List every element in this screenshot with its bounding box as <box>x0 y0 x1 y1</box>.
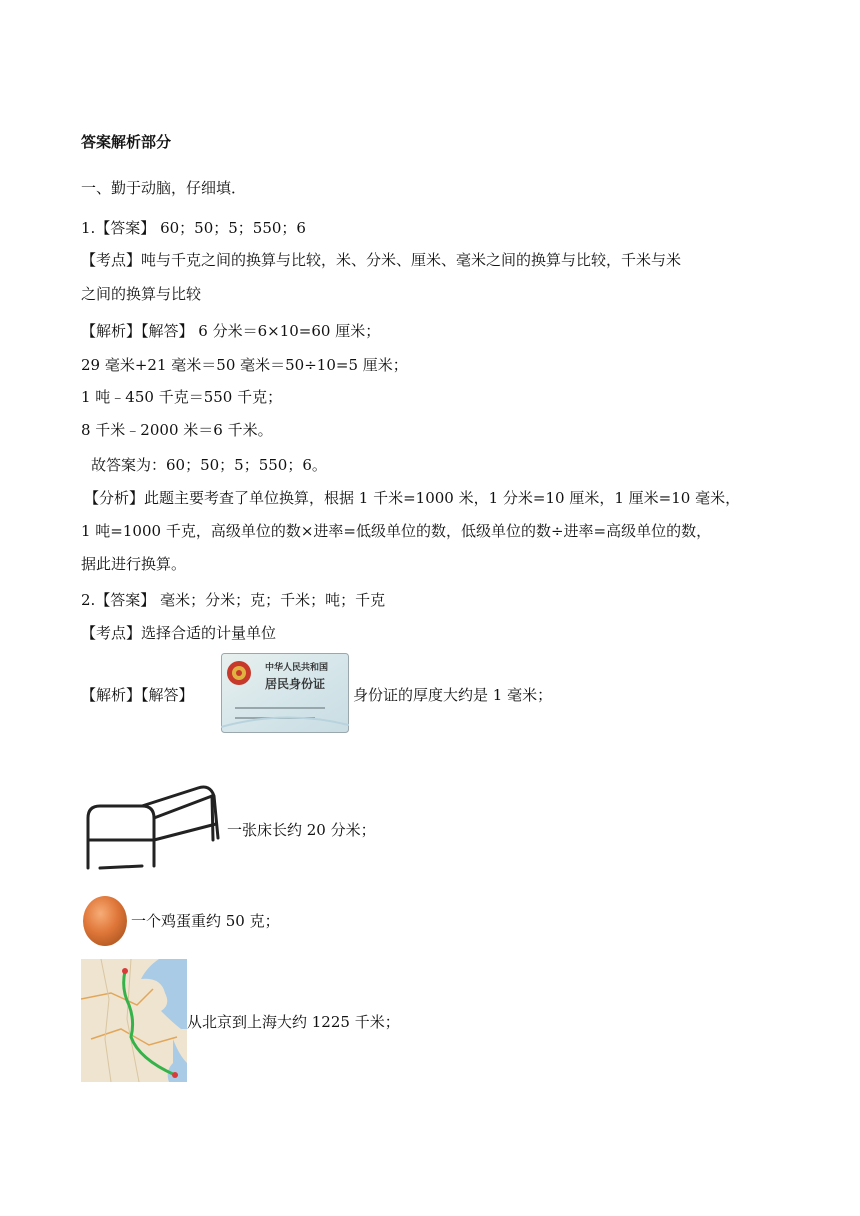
q2-answer: 2.【答案】 毫米；分米；克；千米；吨；千克 <box>81 591 386 609</box>
q1-conclusion: 故答案为：60；50；5；550；6。 <box>91 456 327 474</box>
id-card-title: 中华人民共和国 <box>265 663 329 673</box>
map-caption: 从北京到上海大约 1225 千米； <box>187 1013 400 1031</box>
q1-step4: 8 千米﹣2000 米＝6 千米。 <box>81 421 273 439</box>
answer-heading: 答案解析部分 <box>81 133 172 151</box>
q1-jiexi: 【解析】【解答】 6 分米＝6×10=60 厘米； <box>81 322 381 340</box>
bed-image <box>80 778 226 870</box>
id-card-caption: 身份证的厚度大约是 1 毫米； <box>353 686 553 704</box>
q1-answer: 1.【答案】 60；50；5；550；6 <box>81 219 306 237</box>
section-title: 一、勤于动脑，仔细填． <box>81 179 247 197</box>
q1-fenxi-line1: 【分析】此题主要考查了单位换算，根据 1 千米=1000 米，1 分米=10 厘米，1 厘米=10 毫米， <box>84 489 741 507</box>
q1-kaodian-line1: 【考点】吨与千克之间的换算与比较，米、分米、厘米、毫米之间的换算与比较，千米与米 <box>81 251 682 269</box>
bed-caption: 一张床长约 20 分米； <box>227 821 376 839</box>
q1-kaodian-line2: 之间的换算与比较 <box>81 285 202 303</box>
id-card-image <box>221 653 349 733</box>
id-card-subtitle: 居民身份证 <box>265 677 326 691</box>
q1-fenxi-line3: 据此进行换算。 <box>81 555 187 573</box>
map-image <box>81 959 187 1082</box>
q2-jiexi-label: 【解析】【解答】 <box>81 686 194 704</box>
q1-fenxi-line2: 1 吨=1000 千克，高级单位的数×进率=低级单位的数，低级单位的数÷进率=高级单位的数， <box>81 522 712 540</box>
q1-step3: 1 吨﹣450 千克＝550 千克； <box>81 388 283 406</box>
q2-kaodian: 【考点】选择合适的计量单位 <box>81 624 277 642</box>
egg-image <box>81 893 129 947</box>
egg-caption: 一个鸡蛋重约 50 克； <box>131 912 280 930</box>
q1-step2: 29 毫米+21 毫米＝50 毫米＝50÷10=5 厘米； <box>81 356 408 374</box>
